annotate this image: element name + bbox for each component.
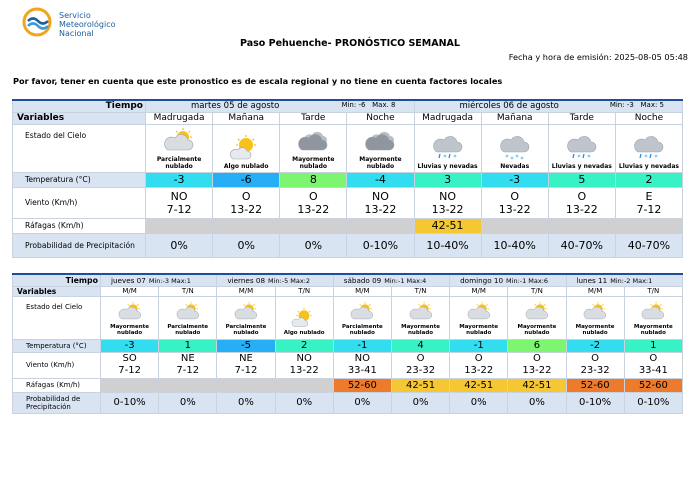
wind-value: O 13-22 — [213, 187, 280, 218]
precip-prob-value: 0% — [508, 392, 566, 413]
gust-value — [548, 218, 615, 233]
tiempo-label: Tiempo — [13, 274, 101, 286]
temperature-value: -6 — [213, 172, 280, 187]
page-title: Paso Pehuenche- PRONÓSTICO SEMANAL — [240, 38, 460, 49]
sky-state: Algo nublado — [275, 296, 333, 339]
precip-prob-value: 0-10% — [566, 392, 624, 413]
partly-cloudy-icon — [523, 302, 551, 322]
temperature-value: 6 — [508, 339, 566, 352]
gust-value — [347, 218, 414, 233]
period-header: Noche — [615, 112, 682, 124]
gust-value — [213, 218, 280, 233]
wind-value: NE 7-12 — [159, 352, 217, 378]
row-label-prob: Probabilidad de Precipitación — [13, 233, 146, 257]
temperature-value: 5 — [548, 172, 615, 187]
precip-prob-value: 0% — [146, 233, 213, 257]
cloudy-icon — [362, 128, 398, 154]
gust-value — [275, 378, 333, 392]
period-header: Madrugada — [146, 112, 213, 124]
rain-snow-icon — [564, 135, 600, 161]
period-header: T/N — [624, 286, 682, 296]
period-header: T/N — [391, 286, 449, 296]
wind-value: O 13-22 — [481, 187, 548, 218]
period-header: Tarde — [280, 112, 347, 124]
sky-state: Mayormente nublado — [280, 124, 347, 172]
smn-logo-icon — [22, 7, 56, 37]
period-header: M/M — [333, 286, 391, 296]
temperature-value: -3 — [481, 172, 548, 187]
day-header: domingo 10 Min:-1 Max:6 — [450, 274, 566, 286]
gust-value: 42-51 — [508, 378, 566, 392]
wind-value: NO 13-22 — [275, 352, 333, 378]
temperature-value: -1 — [450, 339, 508, 352]
sky-state: Mayormente nublado — [566, 296, 624, 339]
temperature-value: -2 — [566, 339, 624, 352]
sky-state: Parcialmente nublado — [333, 296, 391, 339]
rain-snow-icon — [631, 135, 667, 161]
wind-value: O 23-32 — [566, 352, 624, 378]
gust-value — [159, 378, 217, 392]
sky-state: Mayormente nublado — [101, 296, 159, 339]
row-label-viento: Viento (Km/h) — [13, 187, 146, 218]
day-header: sábado 09 Min:-1 Max:4 — [333, 274, 449, 286]
gust-value — [146, 218, 213, 233]
partly-cloudy-icon — [639, 302, 667, 322]
row-label-cielo: Estado del Cielo — [13, 124, 146, 172]
wind-value: O 23-32 — [391, 352, 449, 378]
tiempo-label: Tiempo — [13, 100, 146, 112]
sky-state: Parcialmente nublado — [217, 296, 275, 339]
partly-cloudy-icon — [581, 302, 609, 322]
precip-prob-value: 0% — [217, 392, 275, 413]
partly-cloudy-icon — [116, 302, 144, 322]
temperature-value: 2 — [615, 172, 682, 187]
sky-state: Mayormente nublado — [391, 296, 449, 339]
emission-date: Fecha y hora de emisión: 2025-08-05 05:48 — [508, 52, 688, 62]
period-header: M/M — [101, 286, 159, 296]
precip-prob-value: 0% — [275, 392, 333, 413]
variables-label: Variables — [13, 112, 146, 124]
period-header: T/N — [275, 286, 333, 296]
row-label-rafagas: Ráfagas (Km/h) — [13, 378, 101, 392]
gust-value: 42-51 — [450, 378, 508, 392]
sky-state: Mayormente nublado — [347, 124, 414, 172]
sky-state: Lluvias y nevadas — [615, 124, 682, 172]
partly-cloudy-icon — [407, 302, 435, 322]
precip-prob-value: 10-40% — [414, 233, 481, 257]
precip-prob-value: 40-70% — [615, 233, 682, 257]
sky-state: Parcialmente nublado — [159, 296, 217, 339]
gust-value — [481, 218, 548, 233]
temperature-value: -4 — [347, 172, 414, 187]
wind-value: E 7-12 — [615, 187, 682, 218]
gust-value: 42-51 — [391, 378, 449, 392]
variables-label: Variables — [13, 286, 101, 296]
wind-value: O 13-22 — [508, 352, 566, 378]
wind-value: O 13-22 — [280, 187, 347, 218]
wind-value: O 33-41 — [624, 352, 682, 378]
row-label-cielo: Estado del Cielo — [13, 296, 101, 339]
temperature-value: 8 — [280, 172, 347, 187]
precip-prob-value: 0-10% — [101, 392, 159, 413]
gust-value: 52-60 — [333, 378, 391, 392]
partly-cloudy-icon — [174, 302, 202, 322]
sky-state: Nevadas — [481, 124, 548, 172]
gust-value — [615, 218, 682, 233]
gust-value — [101, 378, 159, 392]
row-label-temp: Temperatura (°C) — [13, 172, 146, 187]
snow-icon — [497, 135, 533, 161]
wind-value: NO 13-22 — [414, 187, 481, 218]
temperature-value: -3 — [101, 339, 159, 352]
period-header: M/M — [217, 286, 275, 296]
rain-snow-icon — [430, 135, 466, 161]
row-label-temp: Temperatura (°C) — [13, 339, 101, 352]
precip-prob-value: 0% — [280, 233, 347, 257]
precip-prob-value: 0-10% — [347, 233, 414, 257]
sky-state: Lluvias y nevadas — [548, 124, 615, 172]
period-header: T/N — [159, 286, 217, 296]
row-label-viento: Viento (Km/h) — [13, 352, 101, 378]
row-label-rafagas: Ráfagas (Km/h) — [13, 218, 146, 233]
precip-prob-value: 10-40% — [481, 233, 548, 257]
wind-value: SO 7-12 — [101, 352, 159, 378]
row-label-prob: Probabilidad de Precipitación — [13, 392, 101, 413]
sky-state: Mayormente nublado — [450, 296, 508, 339]
temperature-value: 1 — [624, 339, 682, 352]
day-header: jueves 07 Min:-3 Max:1 — [101, 274, 217, 286]
period-header: T/N — [508, 286, 566, 296]
sun-cloud-icon — [228, 135, 264, 161]
sky-state: Mayormente nublado — [508, 296, 566, 339]
precip-prob-value: 40-70% — [548, 233, 615, 257]
period-header: Mañana — [213, 112, 280, 124]
day-header: martes 05 de agosto Min: -6 Max. 8 — [146, 100, 415, 112]
sky-state: Mayormente nublado — [624, 296, 682, 339]
forecast-table-days-3-7 — [12, 273, 683, 414]
temperature-value: 4 — [391, 339, 449, 352]
sun-cloud-icon — [290, 308, 318, 328]
precip-prob-value: 0% — [213, 233, 280, 257]
gust-value — [280, 218, 347, 233]
temperature-value: 3 — [414, 172, 481, 187]
temperature-value: -1 — [333, 339, 391, 352]
day-header: lunes 11 Min:-2 Max:1 — [566, 274, 683, 286]
precip-prob-value: 0% — [391, 392, 449, 413]
gust-value: 42-51 — [414, 218, 481, 233]
partly-cloudy-icon — [465, 302, 493, 322]
precip-prob-value: 0% — [333, 392, 391, 413]
period-header: Mañana — [481, 112, 548, 124]
day-header: viernes 08 Min:-5 Max:2 — [217, 274, 333, 286]
period-header: Noche — [347, 112, 414, 124]
period-header: M/M — [450, 286, 508, 296]
temperature-value: -5 — [217, 339, 275, 352]
wind-value: NO 13-22 — [347, 187, 414, 218]
period-header: M/M — [566, 286, 624, 296]
wind-value: NO 7-12 — [146, 187, 213, 218]
period-header: Tarde — [548, 112, 615, 124]
precip-prob-value: 0% — [159, 392, 217, 413]
precip-prob-value: 0% — [450, 392, 508, 413]
sky-state: Algo nublado — [213, 124, 280, 172]
wind-value: NE 7-12 — [217, 352, 275, 378]
regional-note: Por favor, tener en cuenta que este pronostico es de escala regional y no tiene en cuenta factores locales — [13, 76, 503, 86]
period-header: Madrugada — [414, 112, 481, 124]
wind-value: O 13-22 — [548, 187, 615, 218]
wind-value: NO 33-41 — [333, 352, 391, 378]
partly-cloudy-icon — [161, 128, 197, 154]
day-header: miércoles 06 de agosto Min: -3 Max: 5 — [414, 100, 683, 112]
gust-value — [217, 378, 275, 392]
gust-value: 52-60 — [624, 378, 682, 392]
precip-prob-value: 0-10% — [624, 392, 682, 413]
sky-state: Lluvias y nevadas — [414, 124, 481, 172]
cloudy-icon — [295, 128, 331, 154]
partly-cloudy-icon — [348, 302, 376, 322]
temperature-value: 2 — [275, 339, 333, 352]
smn-logo-text: Servicio Meteorológico Nacional — [59, 11, 116, 38]
temperature-value: 1 — [159, 339, 217, 352]
partly-cloudy-icon — [232, 302, 260, 322]
wind-value: O 13-22 — [450, 352, 508, 378]
sky-state: Parcialmente nublado — [146, 124, 213, 172]
temperature-value: -3 — [146, 172, 213, 187]
gust-value: 52-60 — [566, 378, 624, 392]
forecast-table-days-1-2 — [12, 99, 683, 258]
